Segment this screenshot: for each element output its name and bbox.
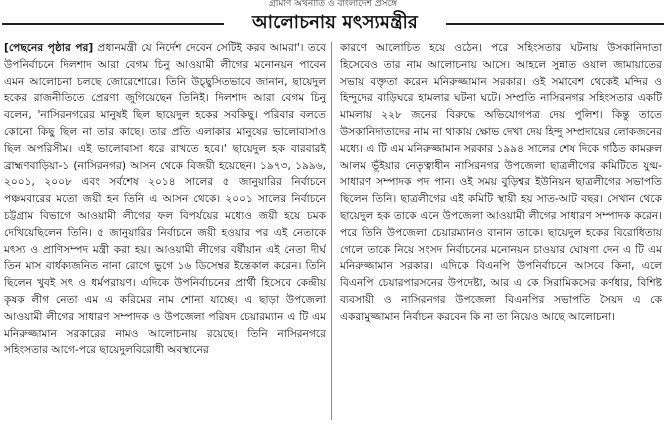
header-rule-left [2, 23, 224, 25]
article-column-left [4, 40, 326, 424]
header-rule-right [446, 23, 664, 25]
continued-label: [পেছনের পৃষ্ঠার পর] [4, 42, 94, 54]
article-column-right [340, 40, 662, 424]
left-column-text: প্রধানমন্ত্রী যে নির্দেশ দেবেন সেটিই করব আমরা'। তবে উপনির্বাচনে দিলশাদ আরা বেগম চিনু আওয়ামী লীগের মনোনয়ন পাবেন এমন আলোচনা চলছে জোরেশোরে। তিনি উচ্ছ্বসিতভাবে জানান, ছায়েদুল হকের রাজনীতিতে প্রেরণা জুগিয়েছেন তিনিই। দিলশাদ আরা বেগম চিনু বলেন, 'নাসিরনগরের মানুষই ছিল ছায়েদুল হকের সবকিছু। পরিবার বলতে কোনো কিছু ছিল না তার কাছে। তার প্রতি এলাকার মানুষের ভালোবাসাও ছিল অপরিসীম। এই ভালোবাসা ধরে রাখতে হবে।' ছায়েদুল হক বারবারই ব্রাহ্মণবাড়িয়া-১ (নাসিরনগর) আসন থেকে বিজয়ী হয়েছেন। ১৯৭৩, ১৯৯৬, ২০০১, ২০০৮ এবং সর্বশেষ ২০১৪ সালের ৫ জানুয়ারির নির্বাচনে পঞ্চমবারের মতো জয়ী হন তিনি এ আসন থেকে। ২০০১ সালের নির্বাচনে চট্টগ্রাম বিভাগে আওয়ামী লীগের ফল বিপর্যয়ের মধ্যেও জয়ী হয়ে চমক দেখিয়েছিলেন তিনি। ৫ জানুয়ারির নির্বাচনে জয়ী হওয়ার পর এই নেতাকে মৎস্য ও প্রাণিসম্পদ মন্ত্রী করা হয়। আওয়ামী লীগের বর্ষীয়ান এই নেতা দীর্ঘ তিন মাস বার্ধক্যজনিত নানা রোগে ভুগে ১৬ ডিসেম্বর ইন্তেকাল করেন। তিনি ছিলেন খুবই সৎ ও ধর্মপরায়ণ। এদিকে উপনির্বাচনের প্রার্থী হিসেবে কেন্দ্রীয় কৃষক লীগ নেতা এম এ করিমের নাম শোনা যাচ্ছে। এ ছাড়া উপজেলা আওয়ামী লীগের সাধারণ সম্পাদক ও উপজেলা পরিষদ চেয়ারম্যান এ টি এম মনিরুজ্জামান সরকারের নামও আলোচনায় রয়েছে। তিনি নাসিরনগরে সহিংসতার আগে-পরে ছায়েদুলবিরোধী অবস্থানের [4, 42, 326, 357]
article-title: আলোচনায় মৎস্যমন্ত্রীর [251, 12, 419, 33]
article-header [0, 10, 666, 36]
page-top-text: গ্রামীণ অর্থনীতি ও বাংলাদেশ প্রসঙ্গে [268, 0, 398, 8]
column-divider [331, 42, 332, 420]
right-column-text: কারণে আলোচিত হয়ে ওঠেন। পরে সহিংসতার ঘটনায় উসকানিদাতা হিসেবেও তার নাম আলোচনায় আসে। আহলে সুন্নাত ওয়াল জামায়াতের সভায় বক্তৃতা করেন মনিরুজ্জামান সরকার। ওই সমাবেশ থেকেই মন্দির ও হিন্দুদের বাড়িঘরে হামলার ঘটনা ঘটে। সম্প্রতি নাসিরনগর সহিংসতার একটি মামলায় ২২৮ জনের বিরুদ্ধে অভিযোগপত্র দেয় পুলিশ। কিন্তু তাতে উসকানিদাতাদের নাম না থাকায় ক্ষোভ দেখা দেয় হিন্দু সম্প্রদায়ের লোকজনের মধ্যে। এ টি এম মনিরুজ্জামান সরকার ১৯৯৪ সালের শেষ দিকে গঠিত কামরুল আলম ভূঁইয়ার নেতৃত্বাধীন নাসিরনগর উপজেলা ছাত্রলীগের কমিটিতে যুগ্ম-সাধারণ সম্পাদক পদ পান। ওই সময় বুড়িশ্বর ইউনিয়ন ছাত্রলীগের সভাপতি ছিলেন তিনি। ছাত্রলীগের এই কমিটি স্থায়ী হয় সাত-আট বছর। সেখান থেকে ছায়েদুল হক তাকে এনে উপজেলা আওয়ামী লীগের সাধারণ সম্পাদক করেন। পরে তিনি উপজেলা চেয়ারম্যানও বানান তাকে। ছায়েদুল হকের বিরোধিতায় গেলে তাকে নিয়ে সংসদ নির্বাচনের মনোনয়ন চাওয়ার ঘোষণা দেন এ টি এম মনিরুজ্জামান সরকার। এদিকে বিএনপি উপনির্বাচনে আসবে কিনা, এলে বিএনপি চেয়ারপারসনের উপদেষ্টা, আর এ কে সিরামিকসের কর্ণধার, বিশিষ্ট ব্যবসায়ী ও নাসিরনগর উপজেলা বিএনপির সভাপতি সৈয়দ এ কে একরামুজ্জামান নির্বাচন করবেন কি না তা নিয়েও আছে আলোচনা। [340, 42, 662, 323]
left-paragraph [4, 40, 326, 359]
